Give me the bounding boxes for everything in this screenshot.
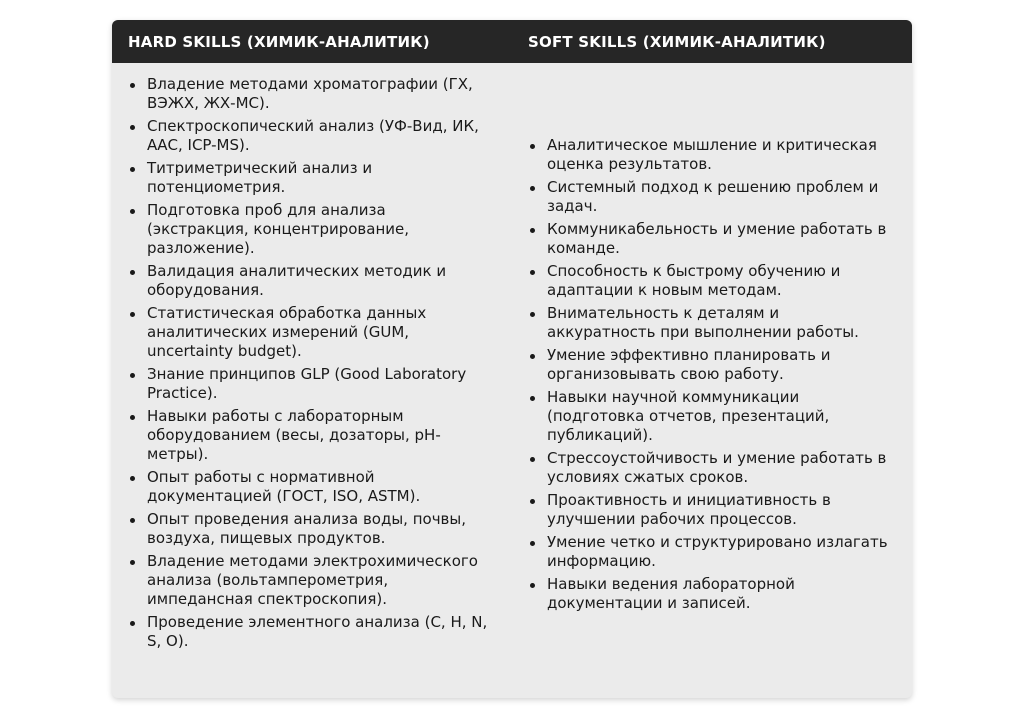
bullet-icon <box>130 209 135 214</box>
bullet-icon <box>530 457 535 462</box>
hard-skill-item <box>128 407 488 464</box>
bullet-icon <box>530 583 535 588</box>
bullet-icon <box>530 186 535 191</box>
hard-skill-item <box>128 201 488 258</box>
bullet-icon <box>130 270 135 275</box>
soft-skill-item <box>528 136 888 174</box>
soft-skill-item-text: Проактивность и инициативность в улучшении рабочих процессов. <box>547 491 831 528</box>
bullet-icon <box>130 476 135 481</box>
soft-skill-item <box>528 304 888 342</box>
hard-skills-title: HARD SKILLS (ХИМИК-АНАЛИТИК) <box>128 32 430 51</box>
soft-skill-item <box>528 220 888 258</box>
soft-skill-item-text: Навыки ведения лабораторной документации и записей. <box>547 575 795 612</box>
bullet-icon <box>130 167 135 172</box>
hard-skill-item-text: Владение методами электрохимического анализа (вольтамперометрия, импедансная спектроскопия). <box>147 552 478 608</box>
soft-skill-item <box>528 388 888 445</box>
soft-skill-item-text: Системный подход к решению проблем и задач. <box>547 178 879 215</box>
soft-skill-item-text: Стрессоустойчивость и умение работать в условиях сжатых сроков. <box>547 449 887 486</box>
hard-skill-item <box>128 159 488 197</box>
soft-skill-item <box>528 491 888 529</box>
soft-skill-item-text: Внимательность к деталям и аккуратность при выполнении работы. <box>547 304 859 341</box>
hard-skill-item <box>128 365 488 403</box>
soft-skill-item <box>528 575 888 613</box>
hard-skill-item <box>128 75 488 113</box>
hard-skill-item <box>128 117 488 155</box>
hard-skill-item-text: Валидация аналитических методик и оборудования. <box>147 262 447 299</box>
hard-skill-item <box>128 510 488 548</box>
hard-skill-item-text: Подготовка проб для анализа (экстракция, концентрирование, разложение). <box>147 201 410 257</box>
bullet-icon <box>530 396 535 401</box>
soft-skills-list <box>528 136 888 617</box>
soft-skill-item-text: Аналитическое мышление и критическая оценка результатов. <box>547 136 877 173</box>
hard-skill-item-text: Знание принципов GLP (Good Laboratory Practice). <box>147 365 467 402</box>
hard-skill-item <box>128 552 488 609</box>
soft-skill-item <box>528 178 888 216</box>
soft-skills-title: SOFT SKILLS (ХИМИК-АНАЛИТИК) <box>528 32 826 51</box>
bullet-icon <box>530 541 535 546</box>
bullet-icon <box>130 560 135 565</box>
bullet-icon <box>530 228 535 233</box>
soft-skill-item <box>528 346 888 384</box>
table-body <box>112 63 912 698</box>
hard-skill-item-text: Проведение элементного анализа (C, H, N, S, O). <box>147 613 488 650</box>
bullet-icon <box>130 373 135 378</box>
table-header <box>112 20 912 63</box>
hard-skills-list <box>128 75 488 655</box>
bullet-icon <box>130 621 135 626</box>
bullet-icon <box>130 415 135 420</box>
bullet-icon <box>530 354 535 359</box>
hard-skill-item <box>128 468 488 506</box>
soft-skill-item-text: Коммуникабельность и умение работать в команде. <box>547 220 887 257</box>
soft-skill-item-text: Способность к быстрому обучению и адаптации к новым методам. <box>547 262 841 299</box>
bullet-icon <box>130 83 135 88</box>
hard-skill-item <box>128 304 488 361</box>
hard-skill-item-text: Спектроскопический анализ (УФ-Вид, ИК, ААС, ICP-MS). <box>147 117 479 154</box>
hard-skill-item-text: Опыт проведения анализа воды, почвы, воздуха, пищевых продуктов. <box>147 510 467 547</box>
bullet-icon <box>530 270 535 275</box>
bullet-icon <box>130 518 135 523</box>
hard-skill-item-text: Опыт работы с нормативной документацией (ГОСТ, ISO, ASTM). <box>147 468 421 505</box>
soft-skill-item <box>528 449 888 487</box>
hard-skill-item-text: Статистическая обработка данных аналитических измерений (GUM, uncertainty budget). <box>147 304 427 360</box>
hard-skill-item-text: Владение методами хроматографии (ГХ, ВЭЖХ, ЖХ-МС). <box>147 75 473 112</box>
soft-skill-item-text: Умение четко и структурировано излагать информацию. <box>547 533 888 570</box>
hard-skill-item-text: Навыки работы с лабораторным оборудованием (весы, дозаторы, pH-метры). <box>147 407 441 463</box>
soft-skill-item-text: Умение эффективно планировать и организовывать свою работу. <box>547 346 831 383</box>
soft-skill-item <box>528 533 888 571</box>
hard-skill-item <box>128 613 488 651</box>
bullet-icon <box>130 312 135 317</box>
bullet-icon <box>530 499 535 504</box>
hard-skill-item <box>128 262 488 300</box>
hard-skill-item-text: Титриметрический анализ и потенциометрия. <box>147 159 373 196</box>
skills-table <box>112 20 912 698</box>
bullet-icon <box>530 312 535 317</box>
soft-skill-item-text: Навыки научной коммуникации (подготовка отчетов, презентаций, публикаций). <box>547 388 830 444</box>
soft-skill-item <box>528 262 888 300</box>
bullet-icon <box>130 125 135 130</box>
bullet-icon <box>530 144 535 149</box>
